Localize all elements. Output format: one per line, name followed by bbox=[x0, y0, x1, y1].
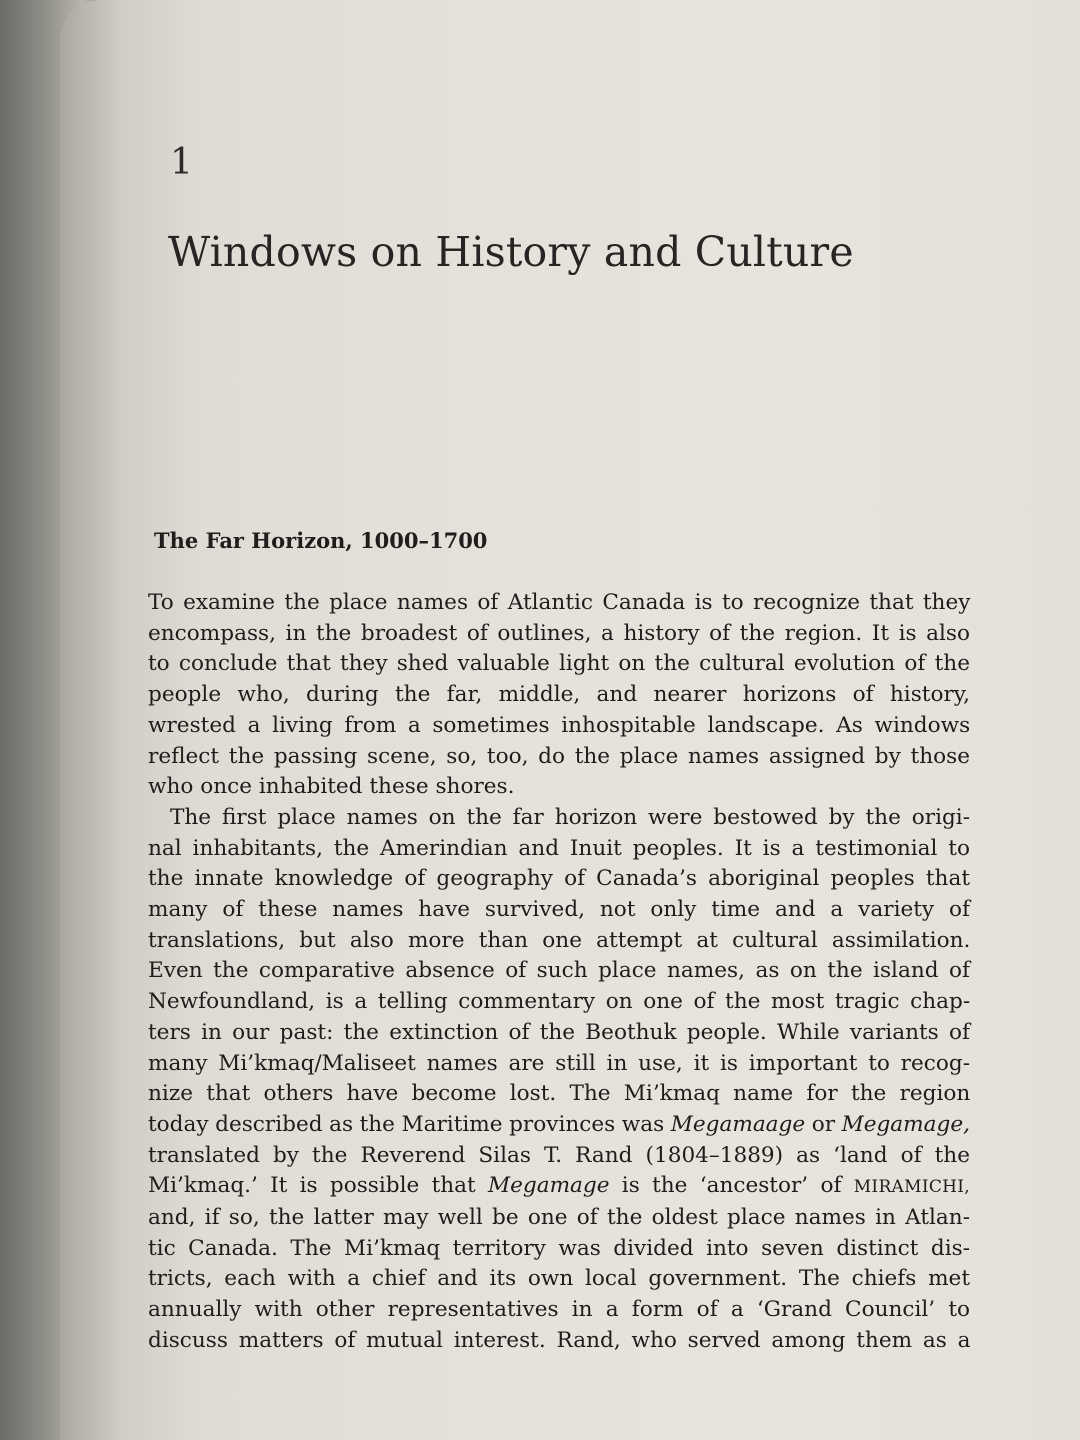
text-line: reflect the passing scene, so, too, do the place names assigned by those bbox=[148, 743, 970, 769]
chapter-title: Windows on History and Culture bbox=[168, 228, 854, 276]
text-line: discuss matters of mutual interest. Rand, who served among them as a bbox=[148, 1327, 971, 1353]
text-line: The first place names on the far horizon were bestowed by the origi- bbox=[170, 804, 970, 830]
chapter-number: 1 bbox=[170, 142, 193, 183]
text-line: Newfoundland, is a telling commentary on one of the most tragic chap- bbox=[148, 989, 971, 1015]
text-line: ters in our past: the extinction of the Beothuk people. While variants of bbox=[148, 1019, 970, 1045]
paragraph-2 bbox=[148, 803, 970, 1357]
text-line: encompass, in the broadest of outlines, a history of the region. It is also bbox=[148, 620, 970, 646]
italic-term: Megamage bbox=[487, 1173, 610, 1199]
text-line: the innate knowledge of geography of Canada’s aboriginal peoples that bbox=[148, 866, 970, 892]
italic-term: Megamage, bbox=[841, 1111, 970, 1137]
text-line bbox=[148, 1110, 970, 1141]
body-text bbox=[148, 588, 970, 1357]
text-line: who once inhabited these shores. bbox=[148, 774, 515, 800]
text-line: nal inhabitants, the Amerindian and Inuit peoples. It is a testimonial to bbox=[148, 835, 970, 861]
book-page bbox=[60, 0, 1080, 1440]
text-line: many of these names have survived, not only time and a variety of bbox=[148, 897, 970, 923]
paragraph-1 bbox=[148, 588, 970, 803]
text-line bbox=[148, 1171, 970, 1203]
text-line: people who, during the far, middle, and nearer horizons of history, bbox=[148, 682, 970, 708]
text-line: annually with other representatives in a form of a ‘Grand Council’ to bbox=[148, 1297, 970, 1323]
text-run: Mi’kmaq.’ It is possible that bbox=[148, 1173, 488, 1199]
text-line: to conclude that they shed valuable light on the cultural evolution of the bbox=[148, 651, 970, 677]
text-line: nize that others have become lost. The Mi’kmaq name for the region bbox=[148, 1081, 971, 1107]
italic-term: Megamaage bbox=[670, 1111, 806, 1137]
text-line: tic Canada. The Mi’kmaq territory was divided into seven distinct dis- bbox=[148, 1235, 970, 1261]
text-line: translated by the Reverend Silas T. Rand (1804–1889) as ‘land of the bbox=[148, 1142, 970, 1168]
text-run: or bbox=[805, 1111, 842, 1137]
text-line: many Mi’kmaq/Maliseet names are still in use, it is important to recog- bbox=[148, 1050, 970, 1076]
text-line: tricts, each with a chief and its own local government. The chiefs met bbox=[148, 1266, 970, 1292]
text-line: Even the comparative absence of such place names, as on the island of bbox=[148, 958, 970, 984]
page-content bbox=[148, 0, 980, 1440]
text-run: today described as the Maritime provinces was bbox=[148, 1111, 671, 1137]
text-line: To examine the place names of Atlantic Canada is to recognize that they bbox=[148, 590, 971, 615]
text-line: translations, but also more than one attempt at cultural assimilation. bbox=[148, 927, 971, 953]
text-line: and, if so, the latter may well be one of the oldest place names in Atlan- bbox=[148, 1205, 970, 1231]
section-heading: The Far Horizon, 1000–1700 bbox=[154, 528, 488, 553]
text-run: is the ‘ancestor’ of bbox=[609, 1173, 854, 1199]
small-caps-place-name: MIRAMICHI, bbox=[853, 1177, 970, 1198]
text-line: wrested a living from a sometimes inhospitable landscape. As windows bbox=[148, 712, 971, 738]
